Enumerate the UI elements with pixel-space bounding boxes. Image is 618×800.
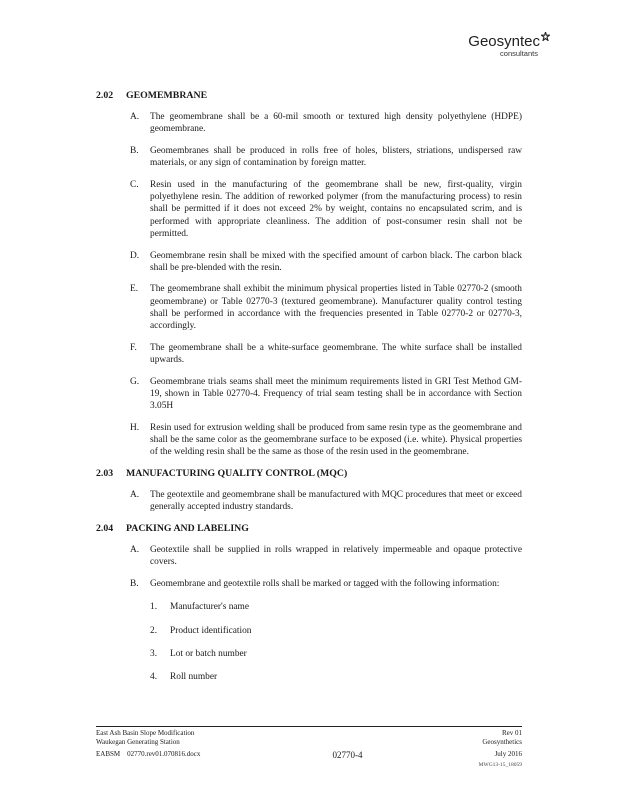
section-category: Geosynthetics: [482, 737, 522, 746]
station-name: Waukegan Generating Station: [96, 737, 180, 746]
section-heading: [96, 90, 522, 102]
company-logo: [468, 33, 550, 58]
list-item: [130, 250, 522, 274]
item-letter: B.: [130, 146, 139, 157]
item-text: Geotextile shall be supplied in rolls wrapped in relatively impermeable and opaque protective covers.: [150, 545, 522, 568]
section-title: PACKING AND LABELING: [126, 522, 249, 534]
list-item: [130, 376, 522, 413]
numbered-item: [150, 671, 522, 683]
item-number: 3.: [150, 648, 158, 659]
list-item: [130, 179, 522, 240]
page-number: 02770-4: [332, 750, 363, 761]
list-item: [130, 111, 522, 135]
item-letter: G.: [130, 376, 140, 387]
item-text: Lot or batch number: [170, 648, 247, 659]
revision: Rev 01: [501, 729, 522, 737]
item-text: The geomembrane shall be a 60-mil smooth or textured high density polyethylene (HDPE) geomembrane.: [150, 112, 522, 135]
item-text: Resin used for extrusion welding shall be produced from same resin type as the geomembrane and shall be the same color as the geomembrane surface to be exposed (i.e. white). Physical properties of the welding resin shall be the same as those of the resin used in the geomembrane.: [150, 422, 522, 458]
numbered-item: [150, 625, 522, 637]
item-number: 2.: [150, 625, 158, 636]
list-item: [130, 578, 522, 590]
item-letter: H.: [130, 422, 140, 433]
numbered-item: [150, 601, 522, 613]
item-text: Geomembrane resin shall be mixed with the specified amount of carbon black. The carbon black shall be pre-blended with the resin.: [150, 250, 522, 273]
list-item: [130, 422, 522, 459]
list-item: [130, 544, 522, 568]
section-title: MANUFACTURING QUALITY CONTROL (MQC): [126, 467, 348, 479]
item-text: The geomembrane shall exhibit the minimum physical properties listed in Table 02770-2 (smooth geomembrane) or Table 02770-3 (textured geomembrane). Manufacturer quality control testing shall be performed in accordance with the frequencies presented in Table 02770-2 or 02770-3, accordingly.: [150, 284, 522, 332]
list-item: [130, 145, 522, 169]
list-item: [130, 283, 522, 332]
item-letter: E.: [130, 284, 139, 295]
file-name: EABSM 02770.rev01.070816.docx: [96, 750, 201, 759]
item-number: 1.: [150, 602, 158, 613]
item-letter: A.: [130, 545, 140, 556]
item-letter: A.: [130, 112, 140, 123]
item-number: 4.: [150, 671, 158, 682]
item-text: Geomembranes shall be produced in rolls free of holes, blisters, striations, undispersed raw materials, or any sign of contamination by foreign matter.: [150, 146, 522, 169]
item-text: Roll number: [170, 671, 218, 682]
item-text: Geomembrane trials seams shall meet the minimum requirements listed in GRI Test Method GM-19, shown in Table 02770-4. Frequency of trial seam testing shall be in accordance with Section 3.05H: [150, 376, 522, 412]
project-name: East Ash Basin Slope Modification: [96, 729, 195, 737]
document-date: July 2016: [494, 750, 522, 759]
section-heading: [96, 523, 522, 535]
item-text: The geotextile and geomembrane shall be manufactured with MQC procedures that meet or exceed generally accepted industry standards.: [150, 490, 522, 513]
item-text: Geomembrane and geotextile rolls shall be marked or tagged with the following information:: [150, 579, 500, 590]
list-item: [130, 342, 522, 366]
item-letter: B.: [130, 579, 139, 590]
logo-star-icon: [541, 32, 550, 41]
section-number: 2.04: [96, 522, 114, 534]
document-body: [96, 90, 522, 694]
page-footer: [96, 726, 522, 759]
section-heading: [96, 468, 522, 480]
section-number: 2.03: [96, 467, 114, 479]
bates-stamp: MWG13-15_18059: [478, 762, 522, 768]
logo-subtitle: consultants: [500, 49, 538, 58]
item-text: Manufacturer's name: [170, 602, 249, 613]
item-text: Resin used in the manufacturing of the geomembrane shall be new, first-quality, virgin polyethylene resin. The addition of reworked polymer (from the manufacturing process) to resin shall be permitted if it does not exceed 2% by weight, contains no encapsulated scrim, and is performed with appropriate cleanliness. The addition of post-consumer resin shall not be permitted.: [150, 180, 522, 239]
section-number: 2.02: [96, 90, 114, 101]
item-letter: F.: [130, 342, 137, 353]
item-letter: C.: [130, 180, 139, 191]
section-title: GEOMEMBRANE: [126, 90, 208, 101]
item-text: Product identification: [170, 625, 252, 636]
footer-divider: [96, 726, 522, 727]
logo-name: Geosyntec: [468, 33, 540, 50]
list-item: [130, 489, 522, 513]
item-text: The geomembrane shall be a white-surface geomembrane. The white surface shall be installed upwards.: [150, 342, 522, 365]
numbered-item: [150, 648, 522, 660]
item-letter: A.: [130, 490, 140, 501]
item-letter: D.: [130, 250, 140, 261]
